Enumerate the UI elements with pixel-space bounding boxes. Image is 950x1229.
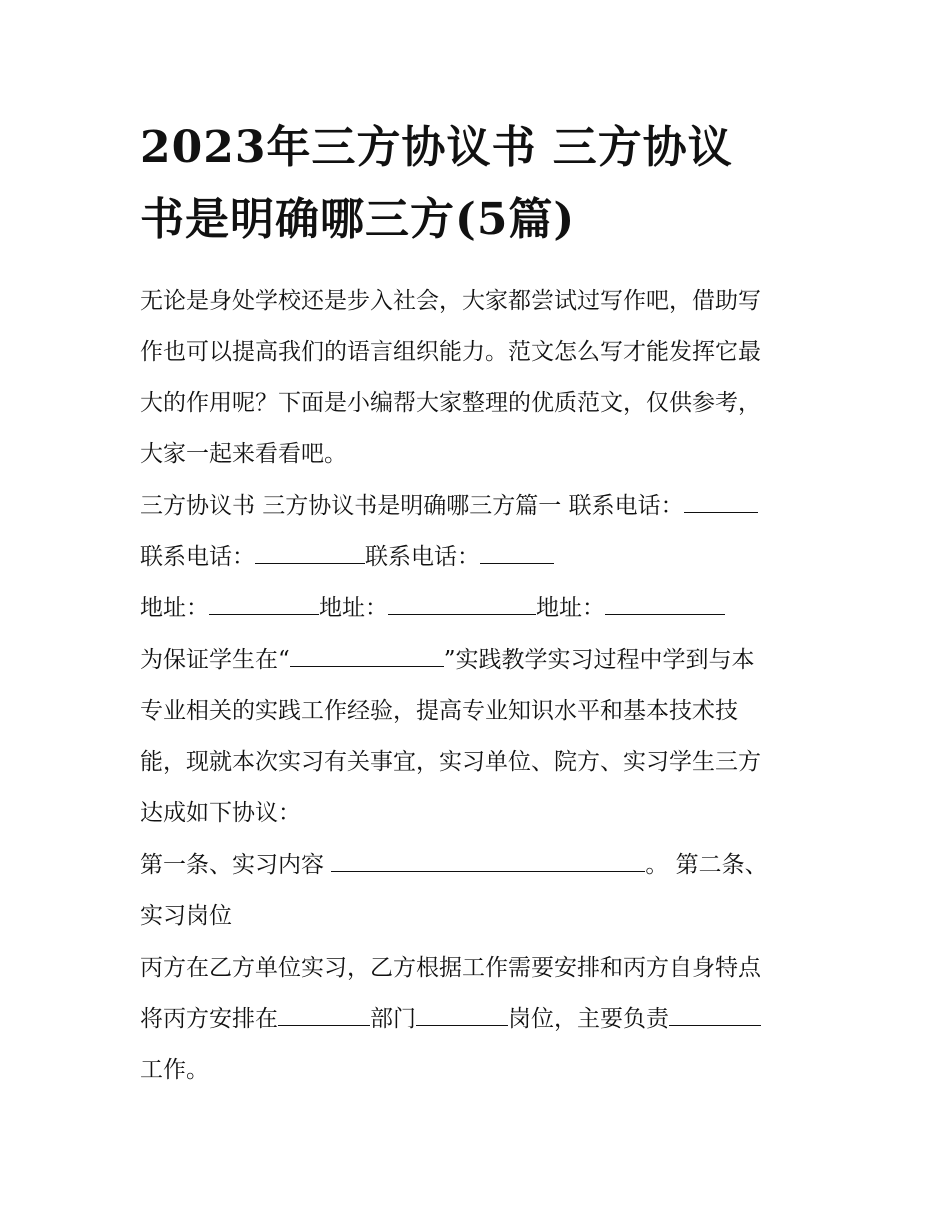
article-1-line-2: 实习岗位 — [140, 903, 232, 929]
address-blank-3 — [605, 590, 725, 615]
purpose-line-2: 专业相关的实践工作经验，提高专业知识水平和基本技术技 — [140, 698, 738, 724]
section-heading-text: 三方协议书 三方协议书是明确哪三方篇一 联系电话： — [140, 493, 684, 519]
internship-content-blank — [331, 847, 645, 872]
practice-name-blank — [290, 642, 444, 667]
assign-text-a: 将丙方安排在 — [140, 1006, 278, 1032]
purpose-paragraph — [140, 641, 820, 845]
phone-blank-1 — [684, 488, 758, 513]
intro-line-3: 大的作用呢？下面是小编帮大家整理的优质范文，仅供参考， — [140, 390, 761, 416]
title-line-2: 书是明确哪三方(5篇) — [140, 194, 576, 245]
phone-label-3: 联系电话： — [365, 544, 480, 570]
article-1-label: 第一条、实习内容 — [140, 852, 332, 878]
title-line-1: 2023年三方协议书 三方协议 — [140, 122, 733, 173]
address-blank-2 — [388, 590, 536, 615]
phone-blank-3 — [480, 539, 554, 564]
article-2-line-1: 丙方在乙方单位实习，乙方根据工作需要安排和丙方自身特点 — [140, 955, 761, 981]
purpose-line-4: 达成如下协议： — [140, 800, 301, 826]
address-label-2: 地址： — [319, 595, 388, 621]
assign-text-c: 岗位，主要负责 — [508, 1006, 669, 1032]
purpose-line-1 — [140, 641, 820, 692]
article-2-line-2 — [140, 1000, 820, 1051]
purpose-line-3: 能，现就本次实习有关事宜，实习单位、院方、实习学生三方 — [140, 749, 761, 775]
department-blank — [278, 1001, 370, 1026]
purpose-text-b: ”实践教学实习过程中学到与本 — [443, 647, 755, 673]
intro-line-2: 作也可以提高我们的语言组织能力。范文怎么写才能发挥它最 — [140, 339, 761, 365]
article-2 — [140, 949, 820, 1102]
intro-line-1: 无论是身处学校还是步入社会，大家都尝试过写作吧，借助写 — [140, 288, 761, 314]
article-2-label: 。 第二条、 — [645, 852, 768, 878]
contact-section — [140, 487, 820, 640]
address-label-1: 地址： — [140, 595, 209, 621]
article-1 — [140, 846, 820, 948]
article-1-line-1 — [140, 846, 820, 897]
purpose-text-a: 为保证学生在“ — [140, 647, 290, 673]
contact-line-1 — [140, 487, 820, 538]
document-title — [140, 112, 820, 256]
intro-paragraph — [140, 282, 820, 486]
document-body — [140, 282, 820, 1103]
contact-line-2 — [140, 538, 820, 589]
address-line — [140, 589, 820, 640]
address-label-3: 地址： — [536, 595, 605, 621]
phone-blank-2 — [255, 539, 365, 564]
phone-label-2: 联系电话： — [140, 544, 255, 570]
article-2-line-3: 工作。 — [140, 1057, 209, 1083]
address-blank-1 — [209, 590, 319, 615]
assign-text-b: 部门 — [370, 1006, 416, 1032]
intro-line-4: 大家一起来看看吧。 — [140, 441, 347, 467]
duty-blank — [669, 1001, 761, 1026]
position-blank — [416, 1001, 508, 1026]
